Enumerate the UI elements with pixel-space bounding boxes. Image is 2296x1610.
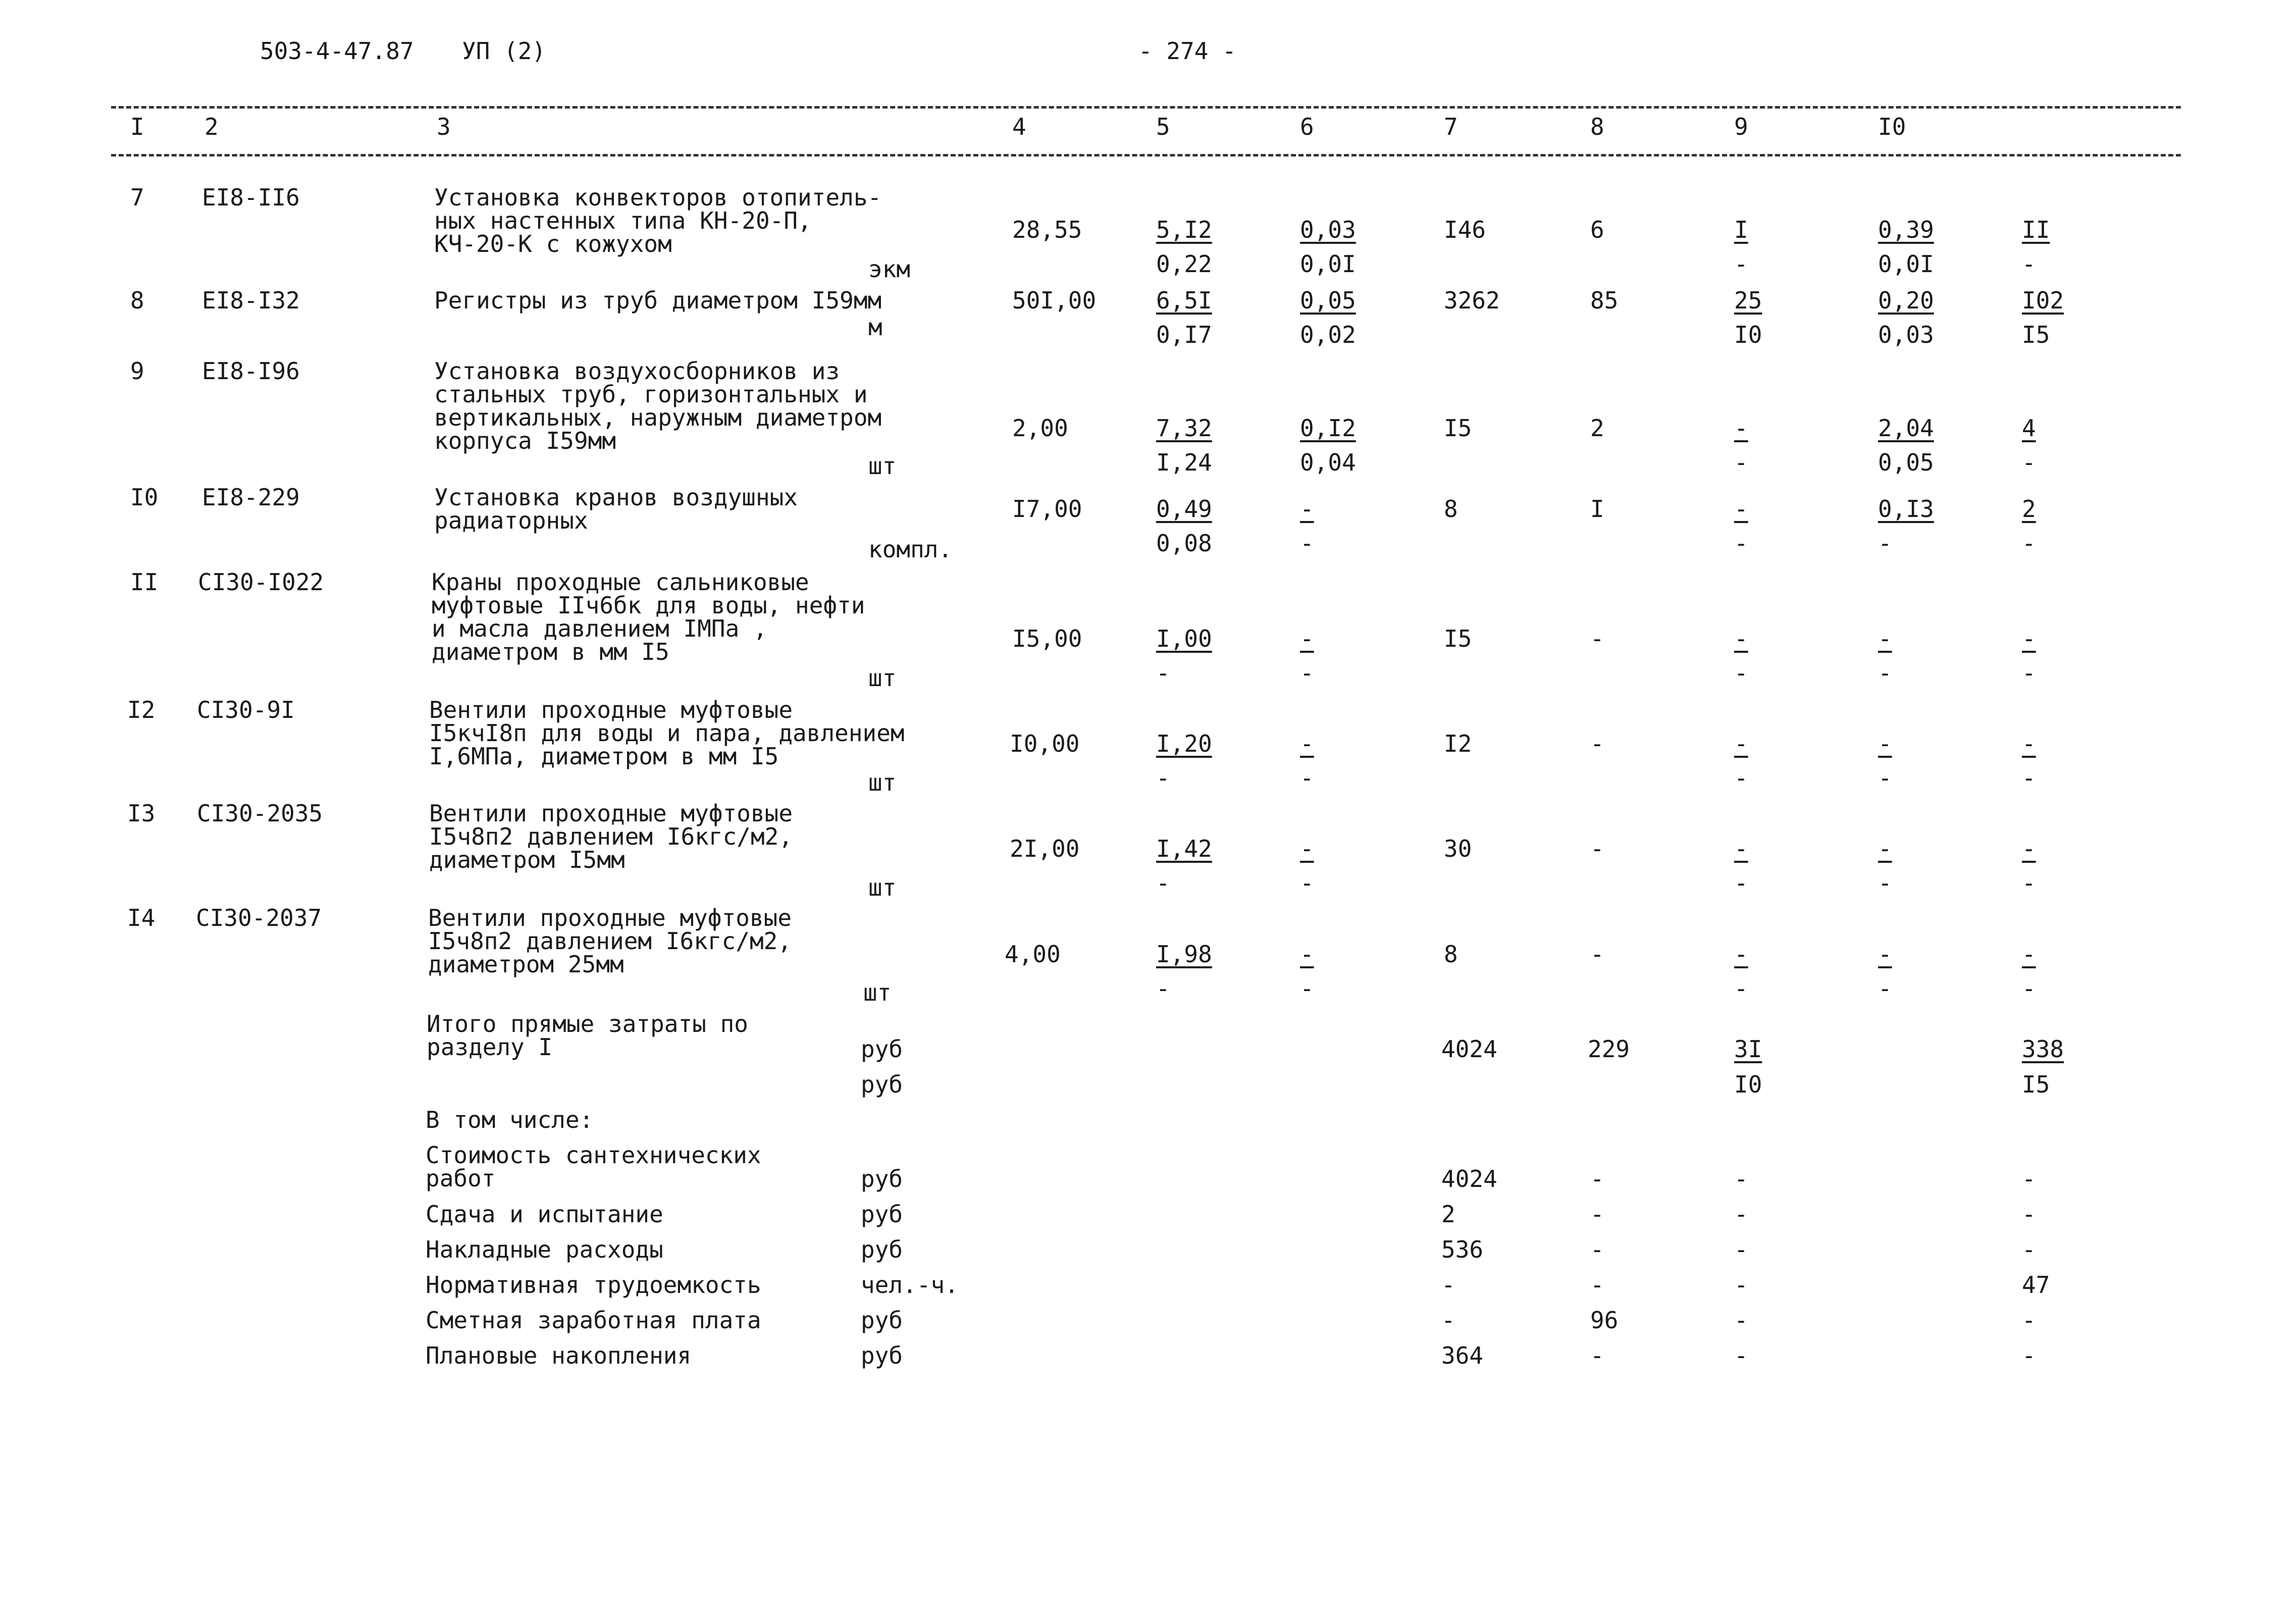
c9-top: - (1734, 835, 1748, 862)
header-rule-top (111, 106, 2181, 109)
row-description: Краны проходные сальниковые муфтовые IIч6бк для воды, нефти и масла давлением IМПа , диаметром в мм I5 (432, 568, 865, 665)
c5-bottom: - (1156, 659, 1170, 687)
c7: 3262 (1444, 287, 1500, 314)
c10-bottom: - (1878, 764, 1892, 792)
c10-top: - (1878, 730, 1892, 757)
breakdown-unit: руб (861, 1201, 903, 1228)
c5-top: I,20 (1156, 730, 1212, 757)
row-qty: 2,00 (1012, 414, 1068, 442)
c8: I (1590, 495, 1604, 523)
breakdown-label: Накладные расходы (426, 1236, 663, 1263)
c8: 85 (1590, 287, 1619, 314)
col-head: I (130, 113, 144, 140)
c6-bottom: - (1300, 530, 1314, 557)
c10-bottom: 0,0I (1878, 250, 1934, 278)
breakdown-c11: 47 (2022, 1271, 2050, 1299)
row-qty: 50I,00 (1012, 287, 1097, 314)
c11-top: - (2022, 625, 2036, 652)
breakdown-c7: 2 (1441, 1201, 1455, 1228)
c10-top: - (1878, 835, 1892, 862)
c5-bottom: 0,08 (1156, 530, 1212, 557)
c8: - (1590, 625, 1604, 652)
breakdown-c7: 536 (1441, 1236, 1484, 1263)
c10-top: - (1878, 941, 1892, 968)
row-qty: 28,55 (1012, 216, 1082, 243)
c9-top: 25 (1734, 287, 1762, 314)
c6-top: 0,I2 (1300, 414, 1356, 442)
total-c9-bottom: I0 (1734, 1071, 1762, 1098)
c10-bottom: 0,03 (1878, 321, 1934, 348)
row-unit: шт (868, 874, 897, 901)
c5-top: I,98 (1156, 941, 1212, 968)
breakdown-unit: чел.-ч. (861, 1271, 959, 1299)
row-code: CI30-I022 (198, 568, 324, 596)
c6-top: - (1300, 730, 1314, 757)
row-unit: шт (863, 979, 892, 1006)
c7: 30 (1444, 835, 1472, 862)
c5-bottom: 0,I7 (1156, 321, 1212, 348)
c10-bottom: - (1878, 530, 1892, 557)
c11-bottom: - (2022, 449, 2036, 476)
breakdown-label: Сдача и испытание (426, 1201, 663, 1228)
c8: 2 (1590, 414, 1604, 442)
c5-top: I,42 (1156, 835, 1212, 862)
c11-bottom: - (2022, 659, 2036, 687)
c10-top: 0,I3 (1878, 495, 1934, 523)
row-number: I0 (130, 484, 159, 511)
breakdown-c11: - (2022, 1342, 2036, 1369)
c6-bottom: 0,02 (1300, 321, 1356, 348)
row-qty: I0,00 (1010, 730, 1080, 757)
row-number: 8 (130, 287, 144, 314)
row-code: EI8-I32 (202, 287, 300, 314)
c11-top: - (2022, 730, 2036, 757)
row-number: I3 (127, 800, 155, 827)
breakdown-label: Стоимость сантехнических работ (426, 1141, 761, 1192)
breakdown-c7: 4024 (1441, 1165, 1497, 1192)
c9-bottom: - (1734, 869, 1748, 897)
breakdown-c11: - (2022, 1236, 2036, 1263)
breakdown-c9: - (1734, 1342, 1748, 1369)
c6-bottom: 0,04 (1300, 449, 1356, 476)
row-description: Регистры из труб диаметром I59мм (434, 287, 882, 314)
c11-top: 4 (2022, 414, 2036, 442)
c10-top: - (1878, 625, 1892, 652)
c8: - (1590, 835, 1604, 862)
row-qty: I7,00 (1012, 495, 1082, 523)
c6-bottom: - (1300, 659, 1314, 687)
c11-top: II (2022, 216, 2050, 243)
c6-bottom: - (1300, 764, 1314, 792)
c8: - (1590, 941, 1604, 968)
breakdown-c7: 364 (1441, 1342, 1484, 1369)
breakdown-c8: 96 (1590, 1307, 1619, 1334)
total-label: Итого прямые затраты по разделу I (427, 1010, 748, 1061)
total-c11-top: 338 (2022, 1035, 2064, 1063)
c8: 6 (1590, 216, 1604, 243)
c5-bottom: 0,22 (1156, 250, 1212, 278)
c7: 8 (1444, 941, 1458, 968)
c11-bottom: - (2022, 250, 2036, 278)
c9-bottom: I0 (1734, 321, 1762, 348)
c8: - (1590, 730, 1604, 757)
c10-bottom: - (1878, 869, 1892, 897)
col-head: I0 (1878, 113, 1906, 140)
total-c11-bottom: I5 (2022, 1071, 2050, 1098)
breakdown-heading: В том числе: (426, 1106, 594, 1133)
col-head: 9 (1734, 113, 1748, 140)
row-number: 7 (130, 184, 144, 211)
c9-top: - (1734, 730, 1748, 757)
breakdown-c11: - (2022, 1201, 2036, 1228)
c5-top: I,00 (1156, 625, 1212, 652)
row-number: I2 (127, 696, 155, 723)
c6-bottom: - (1300, 869, 1314, 897)
c10-top: 0,39 (1878, 216, 1934, 243)
c9-top: - (1734, 625, 1748, 652)
doc-code: 503-4-47.87 (260, 37, 414, 65)
breakdown-c8: - (1590, 1342, 1604, 1369)
breakdown-unit: руб (861, 1236, 903, 1263)
col-head: 2 (204, 113, 219, 140)
c9-top: I (1734, 216, 1748, 243)
c5-bottom: - (1156, 764, 1170, 792)
col-head: 7 (1444, 113, 1458, 140)
c5-bottom: - (1156, 975, 1170, 1002)
row-code: EI8-229 (202, 484, 300, 511)
breakdown-label: Сметная заработная плата (426, 1307, 761, 1334)
header-rule-bottom (111, 154, 2181, 157)
c10-bottom: 0,05 (1878, 449, 1934, 476)
row-number: II (130, 568, 159, 596)
c11-top: - (2022, 835, 2036, 862)
c11-top: - (2022, 941, 2036, 968)
row-description: Установка кранов воздушных радиаторных (434, 484, 798, 534)
breakdown-c8: - (1590, 1271, 1604, 1299)
breakdown-c8: - (1590, 1201, 1604, 1228)
row-description: Вентили проходные муфтовые I5ч8п2 давлением I6кгс/м2, диаметром 25мм (428, 904, 792, 978)
c6-top: - (1300, 495, 1314, 523)
row-description: Установка конвекторов отопитель- ных настенных типа КН-20-П, КЧ-20-К с кожухом (434, 184, 882, 257)
total-unit: руб (861, 1035, 903, 1063)
breakdown-c8: - (1590, 1236, 1604, 1263)
c11-bottom: - (2022, 975, 2036, 1002)
c5-top: 5,I2 (1156, 216, 1212, 243)
c9-bottom: - (1734, 764, 1748, 792)
row-unit: экм (868, 255, 911, 283)
c9-bottom: - (1734, 975, 1748, 1002)
total-c9-top: 3I (1734, 1035, 1762, 1063)
row-description: Установка воздухосборников из стальных труб, горизонтальных и вертикальных, наружным диаметром корпуса I59мм (434, 357, 882, 454)
breakdown-c8: - (1590, 1165, 1604, 1192)
row-code: EI8-II6 (202, 184, 300, 211)
c11-bottom: - (2022, 530, 2036, 557)
total-c7: 4024 (1441, 1035, 1497, 1063)
breakdown-c11: - (2022, 1307, 2036, 1334)
row-qty: 4,00 (1005, 941, 1061, 968)
row-unit: шт (868, 664, 897, 692)
c7: I5 (1444, 414, 1472, 442)
row-code: EI8-I96 (202, 357, 300, 385)
c11-bottom: I5 (2022, 321, 2050, 348)
c6-top: 0,03 (1300, 216, 1356, 243)
c9-top: - (1734, 414, 1748, 442)
row-qty: 2I,00 (1010, 835, 1080, 862)
c9-bottom: - (1734, 449, 1748, 476)
c9-top: - (1734, 941, 1748, 968)
breakdown-c9: - (1734, 1201, 1748, 1228)
col-head: 8 (1590, 113, 1604, 140)
c5-top: 6,5I (1156, 287, 1212, 314)
breakdown-c9: - (1734, 1236, 1748, 1263)
row-qty: I5,00 (1012, 625, 1082, 652)
total-unit: руб (861, 1071, 903, 1098)
breakdown-unit: руб (861, 1342, 903, 1369)
c11-bottom: - (2022, 869, 2036, 897)
c5-bottom: I,24 (1156, 449, 1212, 476)
c6-top: 0,05 (1300, 287, 1356, 314)
c9-bottom: - (1734, 530, 1748, 557)
breakdown-c9: - (1734, 1271, 1748, 1299)
c10-bottom: - (1878, 659, 1892, 687)
col-head: 4 (1012, 113, 1026, 140)
c6-top: - (1300, 625, 1314, 652)
c11-top: 2 (2022, 495, 2036, 523)
col-head: 3 (437, 113, 451, 140)
breakdown-c11: - (2022, 1165, 2036, 1192)
c7: I5 (1444, 625, 1472, 652)
c9-bottom: - (1734, 250, 1748, 278)
c11-bottom: - (2022, 764, 2036, 792)
row-code: CI30-9I (197, 696, 295, 723)
breakdown-c9: - (1734, 1165, 1748, 1192)
doc-sub: УП (2) (462, 37, 546, 65)
row-unit: шт (868, 769, 897, 796)
row-unit: м (868, 314, 882, 341)
row-unit: компл. (868, 536, 953, 563)
breakdown-unit: руб (861, 1165, 903, 1192)
page-number: - 274 - (1138, 37, 1236, 65)
row-description: Вентили проходные муфтовые I5кчI8п для воды и пара, давлением I,6МПа, диаметром в мм I5 (429, 696, 905, 770)
breakdown-unit: руб (861, 1307, 903, 1334)
breakdown-c7: - (1441, 1307, 1455, 1334)
breakdown-c9: - (1734, 1307, 1748, 1334)
c10-bottom: - (1878, 975, 1892, 1002)
col-head: 6 (1300, 113, 1314, 140)
c6-bottom: - (1300, 975, 1314, 1002)
col-head: 5 (1156, 113, 1170, 140)
c7: 8 (1444, 495, 1458, 523)
c7: I46 (1444, 216, 1486, 243)
c9-bottom: - (1734, 659, 1748, 687)
row-description: Вентили проходные муфтовые I5ч8п2 давлением I6кгс/м2, диаметром I5мм (429, 800, 793, 873)
row-code: CI30-2035 (197, 800, 323, 827)
c10-top: 0,20 (1878, 287, 1934, 314)
c6-top: - (1300, 941, 1314, 968)
c7: I2 (1444, 730, 1472, 757)
breakdown-label: Нормативная трудоемкость (426, 1271, 761, 1299)
c11-top: I02 (2022, 287, 2064, 314)
c6-bottom: 0,0I (1300, 250, 1356, 278)
total-c8: 229 (1588, 1035, 1630, 1063)
c5-top: 7,32 (1156, 414, 1212, 442)
c5-top: 0,49 (1156, 495, 1212, 523)
c6-top: - (1300, 835, 1314, 862)
c9-top: - (1734, 495, 1748, 523)
breakdown-label: Плановые накопления (426, 1342, 692, 1369)
row-unit: шт (868, 452, 897, 480)
row-code: CI30-2037 (196, 904, 322, 931)
breakdown-c7: - (1441, 1271, 1455, 1299)
c5-bottom: - (1156, 869, 1170, 897)
row-number: 9 (130, 357, 144, 385)
c10-top: 2,04 (1878, 414, 1934, 442)
row-number: I4 (127, 904, 155, 931)
